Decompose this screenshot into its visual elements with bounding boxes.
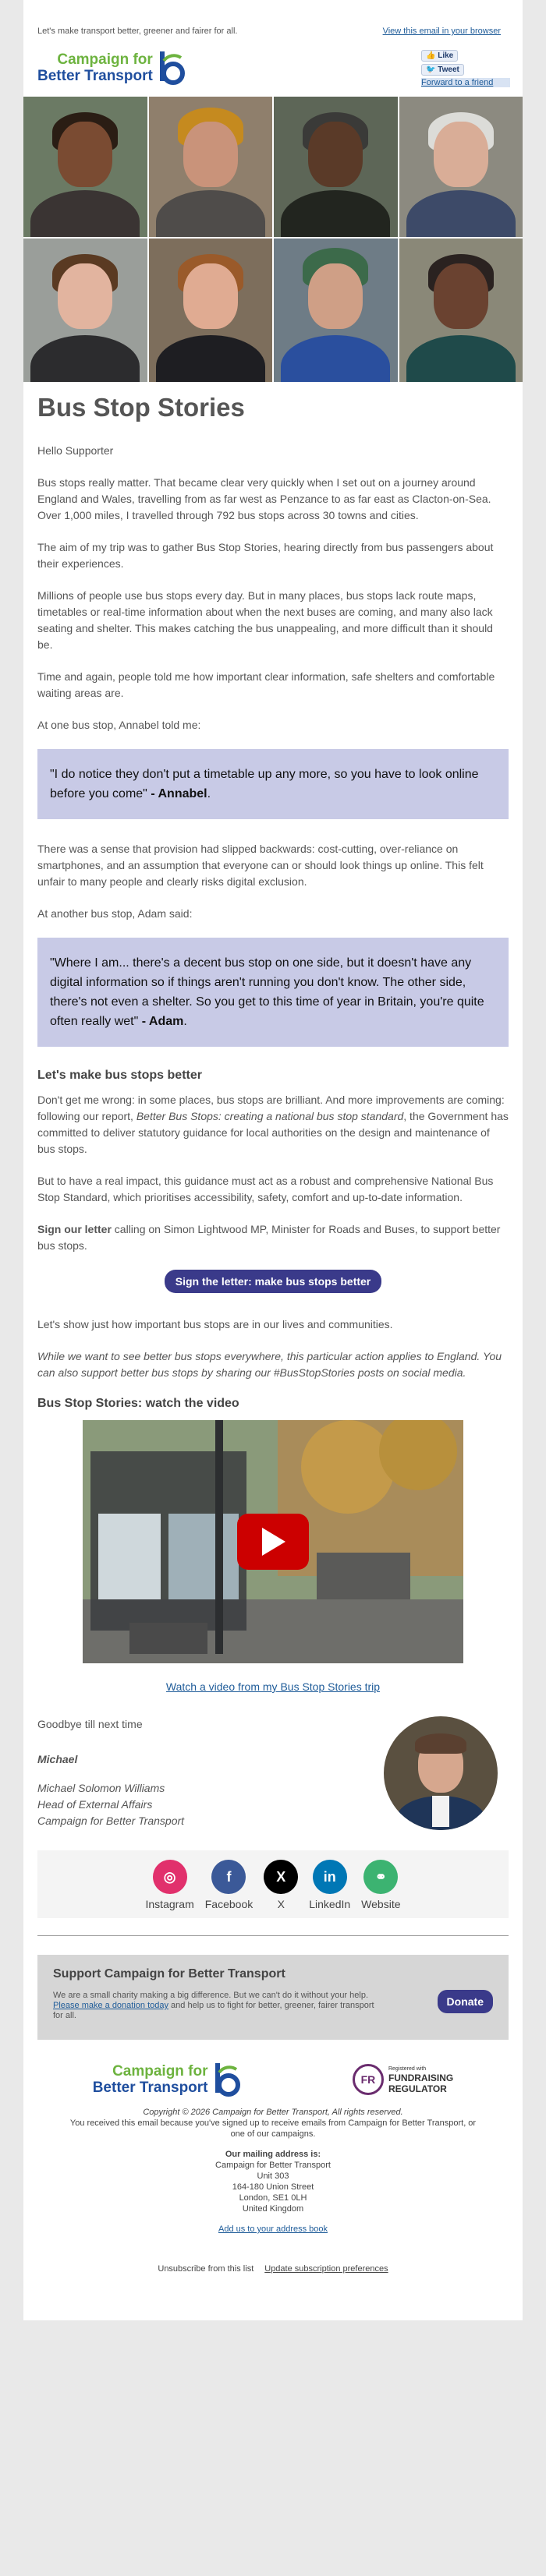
photo-portrait-4 — [399, 97, 523, 237]
section-heading-better: Let's make bus stops better — [37, 1069, 202, 1082]
video-thumbnail[interactable] — [83, 1420, 463, 1663]
footer — [37, 2040, 509, 2250]
hero-photo-grid — [23, 97, 523, 382]
avatar — [384, 1716, 498, 1830]
text: We are a small charity making a big difference. But we can't do it without your help. — [53, 1991, 369, 2000]
footer-logos — [37, 2060, 509, 2099]
quote-text: "Where I am... there's a decent bus stop on one side, but it doesn't have any digital information so if things aren't running you don't know. The other side, there's not even a shelter. So you get to this time of year in Britain, you're quite often really wet" — [50, 956, 484, 1028]
facebook-like-button[interactable] — [421, 50, 458, 62]
quote-end: . — [207, 787, 211, 800]
photo-portrait-8 — [399, 239, 523, 382]
subscription-reason: You received this email because you've signed up to receive emails from Campaign for Better Transport, or one of our campaigns. — [69, 2118, 477, 2139]
add-address-book-link[interactable]: Add us to your address book — [218, 2224, 328, 2234]
bird-icon: 🐦 — [426, 65, 436, 74]
unsubscribe-link[interactable]: Unsubscribe from this list — [158, 2264, 254, 2274]
quote-text: "I do notice they don't put a timetable up any more, so you have to look online before you come" — [50, 768, 479, 800]
quote-author: - Annabel — [151, 787, 207, 800]
address-line: 164-180 Union Street — [232, 2182, 314, 2192]
main-content — [23, 382, 523, 2250]
page-title: Bus Stop Stories — [37, 393, 245, 422]
logo-line-2: Better Transport — [92, 2080, 208, 2096]
sign-letter-button[interactable]: Sign the letter: make bus stops better — [165, 1270, 382, 1293]
donate-button[interactable]: Donate — [438, 1990, 493, 2013]
tweet-label: Tweet — [438, 65, 459, 74]
logo-line-1: Campaign for — [57, 51, 153, 68]
copyright: Copyright © 2026 Campaign for Better Transport, All rights reserved. — [143, 2108, 403, 2117]
address-line: Campaign for Better Transport — [215, 2161, 331, 2170]
brand-logo[interactable] — [37, 47, 187, 89]
photo-portrait-7 — [274, 239, 398, 382]
regulator-small: Registered with — [388, 2065, 427, 2072]
photo-portrait-3 — [274, 97, 398, 237]
photo-portrait-1 — [23, 97, 147, 237]
preheader — [23, 0, 523, 44]
paragraph-aim: The aim of my trip was to gather Bus Stop Stories, hearing directly from bus passengers about their experiences. — [37, 541, 494, 570]
support-title: Support Campaign for Better Transport — [53, 1967, 285, 1981]
signoff-org: Campaign for Better Transport — [37, 1815, 185, 1827]
email-container — [23, 0, 523, 2320]
photo-portrait-6 — [149, 239, 273, 382]
regulator-line-1: FUNDRAISING — [388, 2072, 454, 2083]
instagram-icon[interactable]: ◎ — [153, 1860, 187, 1894]
tweet-button[interactable] — [421, 64, 464, 76]
paragraph-england: While we want to see better bus stops everywhere, this particular action applies to England. You can also support better bus stops by sharing our #BusStopStories posts on social media. — [37, 1350, 502, 1379]
social-links — [37, 1850, 509, 1918]
social-link-instagram[interactable] — [146, 1860, 194, 1910]
header — [23, 44, 523, 97]
social-link-linkedin[interactable] — [309, 1860, 350, 1910]
text: , the Government has committed to deliver statutory guidance for local authorities on the design and maintenance of bus stops. — [37, 1110, 509, 1155]
address-line: United Kingdom — [242, 2204, 304, 2214]
paragraph-improvements — [37, 1092, 509, 1157]
signoff-goodbye: Goodbye till next time — [37, 1718, 143, 1730]
text: and help us to fight for better, greener, fairer transport for all. — [53, 2001, 374, 2020]
social-label: LinkedIn — [309, 1898, 351, 1910]
forward-to-friend-link[interactable]: Forward to a friend — [421, 78, 510, 87]
view-in-browser-link[interactable]: View this email in your browser — [382, 27, 501, 36]
logo-b-icon — [156, 48, 187, 87]
like-label: Like — [438, 51, 454, 60]
footer-links — [23, 2250, 523, 2320]
share-buttons — [421, 47, 510, 89]
signature-block — [37, 1716, 509, 1830]
social-label: Website — [361, 1898, 401, 1910]
linkedin-icon[interactable]: in — [313, 1860, 347, 1894]
donation-link[interactable]: Please make a donation today — [53, 2001, 168, 2010]
photo-portrait-5 — [23, 239, 147, 382]
address-line: London, SE1 0LH — [239, 2193, 307, 2203]
text: calling on Simon Lightwood MP, Minister for Roads and Buses, to support better bus stops. — [37, 1223, 501, 1252]
address-line: Unit 303 — [257, 2171, 289, 2181]
social-label: X — [277, 1898, 285, 1910]
quote-annabel — [37, 749, 509, 819]
support-text — [53, 1991, 381, 2021]
divider — [37, 1935, 509, 1936]
social-label: Facebook — [204, 1898, 254, 1910]
logo-b-icon — [211, 2060, 243, 2099]
sign-letter-bold: Sign our letter — [37, 1223, 112, 1235]
update-preferences-link[interactable]: Update subscription preferences — [264, 2264, 388, 2274]
signoff-role: Head of External Affairs — [37, 1798, 153, 1811]
social-link-website[interactable] — [361, 1860, 400, 1910]
video-link[interactable]: Watch a video from my Bus Stop Stories trip — [165, 1680, 381, 1693]
paragraph-intro: Bus stops really matter. That became clear very quickly when I set out on a journey around England and Wales, travelling from as far west as Penzance to as far east as Clacton-on-Sea. Over 1,000 miles, I travelled through 792 bus stops across 30 towns and cities. — [37, 476, 491, 521]
paragraph-sign — [37, 1221, 509, 1254]
paragraph-feedback: Time and again, people told me how important clear information, safe shelters and comfortable waiting areas are. — [37, 670, 495, 699]
mailing-title: Our mailing address is: — [225, 2150, 321, 2159]
footer-brand-logo — [93, 2060, 243, 2099]
social-link-x[interactable] — [264, 1860, 298, 1910]
photo-portrait-2 — [149, 97, 273, 237]
social-link-facebook[interactable] — [205, 1860, 253, 1910]
signoff-full-name: Michael Solomon Williams — [37, 1782, 165, 1794]
support-box — [37, 1955, 509, 2040]
social-label: Instagram — [145, 1898, 194, 1910]
paragraph-standard: But to have a real impact, this guidance must act as a robust and comprehensive National Bus Stop Standard, which prioritises accessibility, safety, comfort and up-to-date information. — [37, 1175, 494, 1203]
regulator-line-2: REGULATOR — [388, 2083, 447, 2094]
text: Don't get me wrong: in some places, bus stops are brilliant. And more improvements are coming: following our report, — [37, 1094, 505, 1122]
greeting: Hello Supporter — [37, 444, 114, 457]
paragraph-show: Let's show just how important bus stops are in our lives and communities. — [37, 1318, 393, 1330]
preheader-tagline: Let's make transport better, greener and fairer for all. — [37, 27, 238, 36]
report-title: Better Bus Stops: creating a national bus stop standard — [136, 1110, 404, 1122]
play-button-icon[interactable] — [237, 1514, 309, 1570]
quote-end: . — [183, 1015, 187, 1028]
quote-adam — [37, 938, 509, 1047]
facebook-icon[interactable]: f — [211, 1860, 246, 1894]
regulator-mark: FR — [353, 2064, 384, 2095]
paragraph-annabel-intro: At one bus stop, Annabel told me: — [37, 719, 201, 731]
fundraising-regulator-logo — [353, 2064, 453, 2095]
section-heading-video: Bus Stop Stories: watch the video — [37, 1397, 239, 1410]
logo-line-1: Campaign for — [112, 2063, 208, 2080]
paragraph-problem: Millions of people use bus stops every day. But in many places, bus stops lack route maps, timetables or real-time information about when the next buses are coming, and many also lack seating and shelter. This makes catching the bus unappealing, and more difficult than it should be. — [37, 589, 493, 651]
link-icon[interactable]: ⚭ — [363, 1860, 398, 1894]
paragraph-adam-intro: At another bus stop, Adam said: — [37, 907, 193, 920]
paragraph-slipped: There was a sense that provision had slipped backwards: cost-cutting, over-reliance on smartphones, and an assumption that everyone can or should look things up online. This felt unfair to many people and clearly risks digital exclusion. — [37, 843, 484, 888]
logo-line-2: Better Transport — [37, 68, 153, 84]
quote-author: - Adam — [141, 1015, 184, 1028]
thumbs-up-icon: 👍 — [426, 51, 436, 60]
x-icon[interactable]: X — [264, 1860, 298, 1894]
cta-wrapper — [37, 1270, 509, 1293]
signoff-first-name: Michael — [37, 1753, 78, 1765]
